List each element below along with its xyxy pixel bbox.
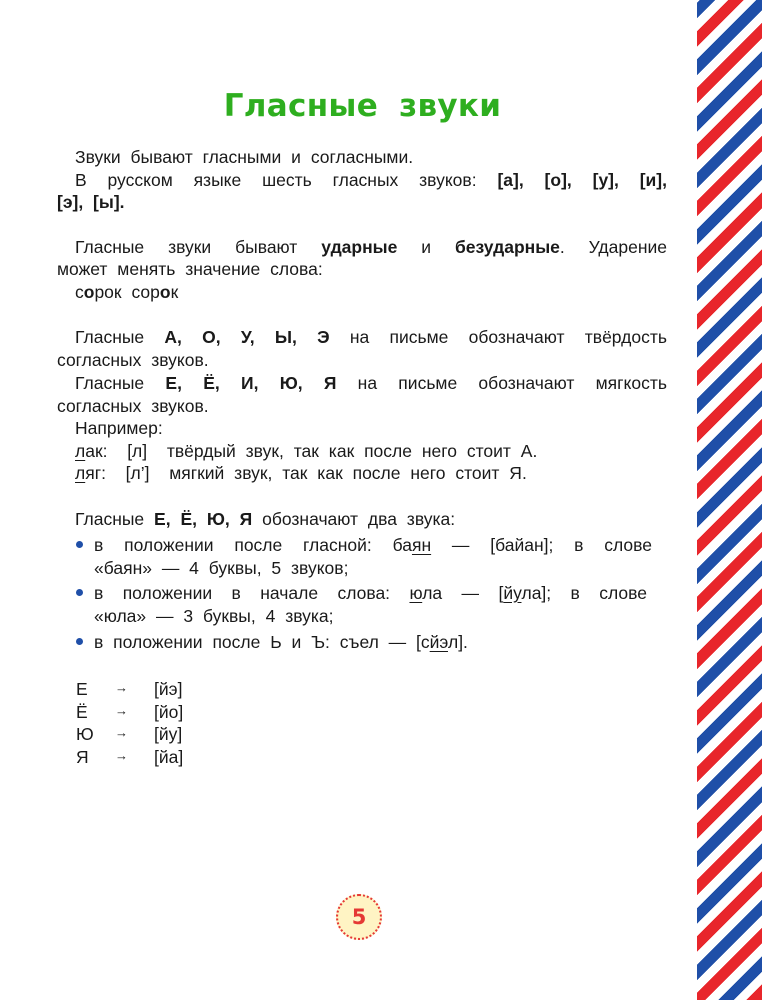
hard-vowel-letters: А, О, У, Ы, Э xyxy=(164,327,330,347)
stress-line-1: Гласные звуки бывают ударные и безударные. Ударение xyxy=(75,237,668,257)
term-stressed: ударные xyxy=(321,237,398,257)
bullet-dot xyxy=(76,541,83,548)
example-word-2: сорок xyxy=(131,282,179,302)
hard-line-2: согласных звуков. xyxy=(57,350,209,370)
soft-line-1: Гласные Е, Ё, И, Ю, Я на письме обозначают мягкость xyxy=(75,373,667,393)
stress-line-2: может менять значение слова: xyxy=(57,259,323,279)
arrow-right-icon: → xyxy=(115,748,128,763)
bullet-dot xyxy=(76,638,83,645)
intro-line-2: В русском языке шесть гласных звуков: [а], [о], [у], [и], xyxy=(75,170,667,190)
mapping-sound: [йа] xyxy=(154,747,184,767)
mapping-sound: [йо] xyxy=(154,702,184,722)
mapping-sound: [йу] xyxy=(154,724,183,744)
soft-vowel-letters: Е, Ё, И, Ю, Я xyxy=(165,373,337,393)
hard-line-1: Гласные А, О, У, Ы, Э на письме обозначают твёрдость xyxy=(75,327,667,347)
mapping-letter: Ё xyxy=(76,702,88,722)
example-word-1: сорок xyxy=(75,282,122,302)
bullet-item-3: в положении после Ь и Ъ: съел — [сйэл]. xyxy=(94,632,468,652)
vowel-list: [а], [о], [у], [и], xyxy=(497,170,667,190)
two-sounds-intro: Гласные Е, Ё, Ю, Я обозначают два звука: xyxy=(75,509,456,529)
term-unstressed: безударные xyxy=(455,237,560,257)
bullet-item-1: в положении после гласной: баян — [байан]; в слове xyxy=(94,535,652,555)
bullet-dot xyxy=(76,589,83,596)
bullet-item-1-cont: «баян» — 4 буквы, 5 звуков; xyxy=(94,558,349,578)
iotated-vowel-letters: Е, Ё, Ю, Я xyxy=(154,509,253,529)
intro-line-1: Звуки бывают гласными и согласными. xyxy=(75,147,414,167)
arrow-right-icon: → xyxy=(115,703,128,718)
soft-line-2: согласных звуков. xyxy=(57,396,209,416)
bullet-item-2-cont: «юла» — 3 буквы, 4 звука; xyxy=(94,606,334,626)
mapping-letter: Я xyxy=(76,747,89,767)
example-line-1: лак: [л] твёрдый звук, так как после него стоит А. xyxy=(75,441,538,461)
page-number: 5 xyxy=(336,894,382,940)
example-label: Например: xyxy=(75,418,163,438)
decorative-stripe-border xyxy=(697,0,762,1000)
stress-examples xyxy=(75,281,178,303)
vowel-list-continued: [э], [ы]. xyxy=(57,192,125,212)
mapping-sound: [йэ] xyxy=(154,679,183,699)
mapping-letter: Ю xyxy=(76,724,94,744)
arrow-right-icon: → xyxy=(115,680,128,695)
example-line-2: ляг: [л’] мягкий звук, так как после него стоит Я. xyxy=(75,463,527,483)
page-title: Гласные звуки xyxy=(223,88,502,124)
bullet-item-2: в положении в начале слова: юла — [йула]; в слове xyxy=(94,583,647,603)
mapping-letter: Е xyxy=(76,679,88,699)
arrow-right-icon: → xyxy=(115,725,128,740)
